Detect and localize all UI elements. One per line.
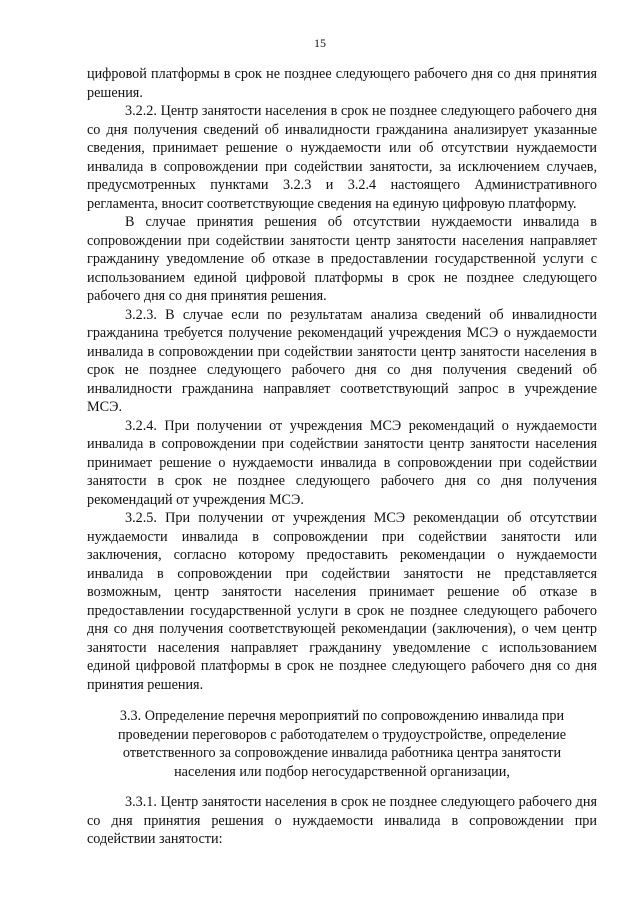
paragraph-3-2-5: 3.2.5. При получении от учреждения МСЭ рекомендации об отсутствии нуждаемости инвалида в сопровождении при содействии занятости или заключения, согласно которому предоставить рекомендации о нуждаемости инвалида в сопровождении при содействии занятости не представляется возможным, центр занятости населения принимает решение об отказе в предоставлении государственной услуги в срок не позднее следующего рабочего дня со дня получения соответствующей рекомендации (заключения), о чем центр занятости населения направляет гражданину уведомление с использованием единой цифровой платформы в срок не позднее следующего рабочего дня со дня принятия решения. bbox=[87, 510, 597, 693]
paragraph-3-2-3: 3.2.3. В случае если по результатам анализа сведений об инвалидности гражданина требуется получение рекомендаций учреждения МСЭ о нуждаемости инвалида в сопровождении при содействии занятости центр занятости населения в срок не позднее следующего рабочего дня со дня получения сведений об инвалидности гражданина направляет соответствующий запрос в учреждение МСЭ. bbox=[87, 306, 597, 415]
paragraph-continuation: цифровой платформы в срок не позднее следующего рабочего дня со дня принятия решения. bbox=[87, 66, 597, 101]
paragraph-3-2-2: 3.2.2. Центр занятости населения в срок не позднее следующего рабочего дня со дня получения сведений об инвалидности гражданина анализирует указанные сведения, принимает решение о нуждаемости или об отсутствии нуждаемости инвалида в сопровождении при содействии занятости, за исключением случаев, предусмотренных пунктами 3.2.3 и 3.2.4 настоящего Административного регламента, вносит соответствующие сведения на единую цифровую платформу. bbox=[87, 103, 597, 212]
document-body bbox=[87, 65, 597, 849]
paragraph-refusal-notice: В случае принятия решения об отсутствии нуждаемости инвалида в сопровождении при содействии занятости центр занятости населения направляет гражданину уведомление об отказе в предоставлении государственной услуги с использованием единой цифровой платформы в срок не позднее следующего рабочего дня со дня принятия решения. bbox=[87, 214, 597, 304]
paragraph-3-2-4: 3.2.4. При получении от учреждения МСЭ рекомендаций о нуждаемости инвалида в сопровождении при содействии занятости центр занятости населения принимает решение о нуждаемости инвалида в сопровождении при содействии занятости в срок не позднее следующего рабочего дня со дня получения рекомендаций от учреждения МСЭ. bbox=[87, 417, 597, 508]
section-heading-3-3: 3.3. Определение перечня мероприятий по сопровождению инвалида при проведении переговоров с работодателем о трудоустройстве, определение ответственного за сопровождение инвалида работника центра занятости населения или подбор негосударственной организации, bbox=[117, 708, 567, 780]
paragraph-3-3-1: 3.3.1. Центр занятости населения в срок не позднее следующего рабочего дня со дня принятия решения о нуждаемости инвалида в сопровождении при содействии занятости: bbox=[87, 794, 597, 847]
page-number: 15 bbox=[314, 36, 326, 50]
